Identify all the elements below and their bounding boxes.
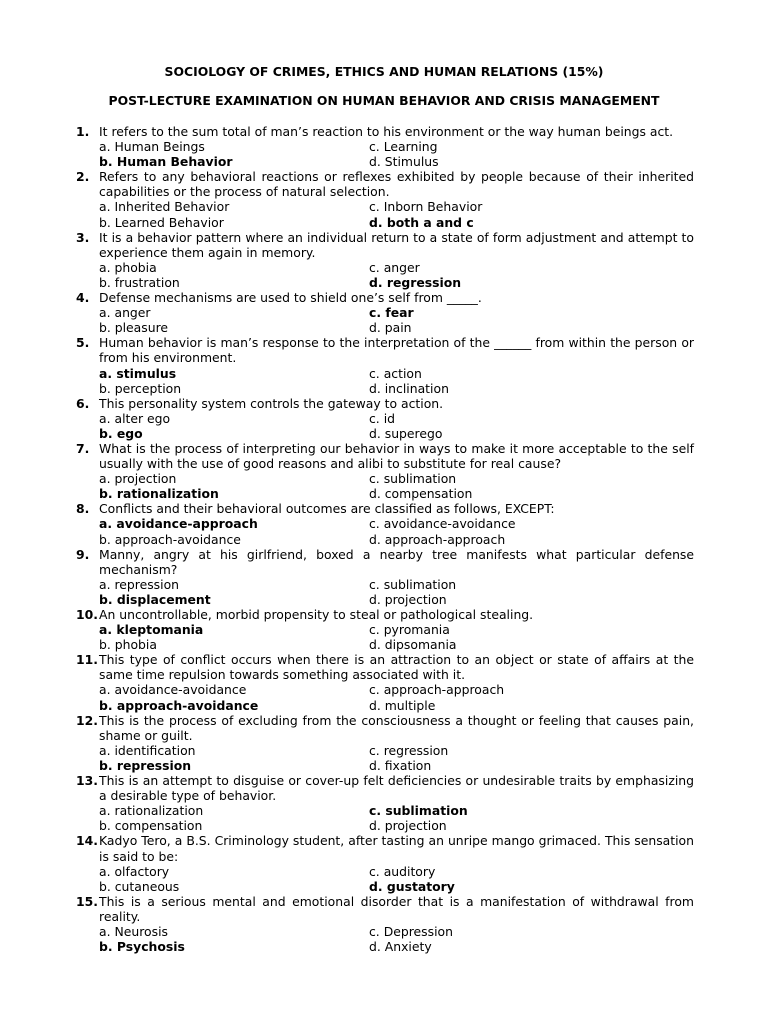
- answer-option: c. id: [369, 410, 395, 426]
- question-item: [76, 501, 694, 546]
- answer-options: [99, 260, 694, 290]
- answer-option: d. approach-approach: [369, 531, 506, 547]
- question-item: [76, 169, 694, 229]
- answer-option: a. Neurosis: [99, 923, 168, 939]
- correct-answer-option: a. stimulus: [99, 365, 177, 381]
- question-item: [76, 290, 694, 335]
- answer-option: c. regression: [369, 742, 449, 758]
- correct-answer-option: c. fear: [369, 305, 414, 321]
- answer-option: c. Depression: [369, 923, 453, 939]
- question-text: It is a behavior pattern where an individual return to a state of form adjustment and attempt to experience them again in memory.: [99, 229, 694, 260]
- answer-option: d. pain: [369, 320, 412, 336]
- answer-options: [99, 864, 694, 894]
- question-text: What is the process of interpreting our behavior in ways to make it more acceptable to the self usually with the use of good reasons and alibi to substitute for real cause?: [99, 440, 694, 472]
- answer-option: d. projection: [369, 818, 447, 834]
- answer-options: [99, 924, 694, 954]
- answer-option: c. Inborn Behavior: [369, 199, 483, 215]
- answer-options: [99, 411, 694, 441]
- question-text: An uncontrollable, morbid propensity to steal or pathological stealing.: [99, 607, 534, 622]
- answer-option: a. repression: [99, 576, 180, 592]
- answer-options: [99, 516, 694, 546]
- correct-answer-option: b. approach-avoidance: [99, 697, 259, 713]
- answer-option: b. approach-avoidance: [99, 531, 241, 547]
- correct-answer-option: b. repression: [99, 757, 192, 773]
- answer-option: b. Learned Behavior: [99, 214, 224, 230]
- answer-option: a. phobia: [99, 259, 157, 275]
- answer-option: d. compensation: [369, 486, 473, 502]
- answer-option: c. pyromania: [369, 622, 450, 638]
- question-number: 6.: [76, 395, 90, 411]
- question-number: 1.: [76, 124, 90, 139]
- question-number: 10.: [76, 607, 98, 622]
- answer-option: a. olfactory: [99, 863, 170, 879]
- answer-options: [99, 622, 694, 652]
- question-text: Refers to any behavioral reactions or reflexes exhibited by people because of their inherited capabilities or the process of natural selection.: [99, 169, 694, 200]
- answer-options: [99, 803, 694, 833]
- question-number: 8.: [76, 501, 90, 517]
- correct-answer-option: a. avoidance-approach: [99, 516, 258, 532]
- correct-answer-option: d. regression: [369, 274, 462, 290]
- answer-option: a. rationalization: [99, 803, 204, 819]
- question-item: [76, 335, 694, 395]
- answer-option: d. Anxiety: [369, 939, 432, 955]
- answer-option: c. sublimation: [369, 471, 457, 487]
- answer-options: [99, 366, 694, 396]
- question-text: It refers to the sum total of man’s reaction to his environment or the way human beings act.: [99, 124, 674, 139]
- question-text: Kadyo Tero, a B.S. Criminology student, after tasting an unripe mango grimaced. This sensation is said to be:: [99, 833, 694, 864]
- answer-option: a. projection: [99, 471, 177, 487]
- question-number: 4.: [76, 290, 90, 306]
- answer-options: [99, 305, 694, 335]
- answer-option: c. avoidance-avoidance: [369, 516, 516, 532]
- question-number: 2.: [76, 169, 90, 185]
- correct-answer-option: c. sublimation: [369, 803, 468, 819]
- question-item: [76, 652, 694, 712]
- question-item: [76, 713, 694, 773]
- question-number: 11.: [76, 652, 98, 668]
- answer-option: c. approach-approach: [369, 682, 505, 698]
- question-text: This type of conflict occurs when there is an attraction to an object or state of affairs at the same time repulsion towards something associated with it.: [99, 652, 694, 683]
- answer-option: d. inclination: [369, 380, 449, 396]
- answer-option: c. sublimation: [369, 576, 457, 592]
- answer-options: [99, 743, 694, 773]
- correct-answer-option: d. gustatory: [369, 878, 455, 894]
- correct-answer-option: b. rationalization: [99, 486, 219, 502]
- question-item: [76, 230, 694, 290]
- answer-option: b. pleasure: [99, 320, 169, 336]
- question-item: [76, 833, 694, 893]
- question-text: Conflicts and their behavioral outcomes are classified as follows, EXCEPT:: [99, 501, 555, 517]
- answer-option: c. action: [369, 365, 422, 381]
- exam-subtitle: POST-LECTURE EXAMINATION ON HUMAN BEHAVIOR AND CRISIS MANAGEMENT: [108, 93, 660, 108]
- question-number: 15.: [76, 893, 98, 909]
- answer-option: a. anger: [99, 305, 151, 321]
- question-text: Defense mechanisms are used to shield one’s self from _____.: [99, 290, 482, 306]
- question-number: 7.: [76, 440, 90, 456]
- question-number: 3.: [76, 229, 90, 245]
- correct-answer-option: b. displacement: [99, 591, 211, 607]
- answer-option: d. superego: [369, 425, 443, 441]
- answer-option: b. phobia: [99, 637, 157, 653]
- correct-answer-option: b. Psychosis: [99, 939, 185, 955]
- question-text: Manny, angry at his girlfriend, boxed a nearby tree manifests what particular defense mechanism?: [99, 546, 694, 577]
- answer-option: a. identification: [99, 742, 196, 758]
- question-item: [76, 547, 694, 607]
- question-item: [76, 607, 694, 652]
- question-text: This personality system controls the gateway to action.: [99, 395, 444, 411]
- answer-option: c. Learning: [369, 139, 438, 155]
- question-number: 13.: [76, 773, 98, 789]
- answer-options: [99, 682, 694, 712]
- exam-title: SOCIOLOGY OF CRIMES, ETHICS AND HUMAN RELATIONS (15%): [164, 64, 604, 79]
- answer-option: b. perception: [99, 380, 182, 396]
- question-text: Human behavior is man’s response to the interpretation of the ______ from within the person or from his environment.: [99, 335, 694, 366]
- correct-answer-option: b. ego: [99, 425, 143, 441]
- question-item: [76, 773, 694, 833]
- question-number: 9.: [76, 546, 90, 562]
- question-text: This is an attempt to disguise or cover-up felt deficiencies or undesirable traits by emphasizing a desirable type of behavior.: [99, 773, 694, 804]
- question-number: 12.: [76, 712, 98, 728]
- question-item: [76, 124, 694, 169]
- answer-option: d. fixation: [369, 757, 432, 773]
- correct-answer-option: d. both a and c: [369, 214, 474, 230]
- answer-option: b. compensation: [99, 818, 203, 834]
- answer-option: d. projection: [369, 591, 447, 607]
- answer-option: a. avoidance-avoidance: [99, 682, 247, 698]
- answer-option: a. Human Beings: [99, 139, 205, 155]
- question-number: 5.: [76, 335, 90, 351]
- answer-option: c. anger: [369, 259, 420, 275]
- question-item: [76, 894, 694, 954]
- question-text: This is a serious mental and emotional disorder that is a manifestation of withdrawal from reality.: [99, 893, 694, 924]
- answer-option: b. cutaneous: [99, 878, 180, 894]
- answer-options: [99, 199, 694, 229]
- correct-answer-option: b. Human Behavior: [99, 154, 233, 170]
- answer-option: d. dipsomania: [369, 637, 457, 653]
- answer-option: c. auditory: [369, 863, 436, 879]
- question-item: [76, 396, 694, 441]
- answer-options: [99, 139, 694, 169]
- answer-option: b. frustration: [99, 274, 180, 290]
- answer-option: a. alter ego: [99, 410, 171, 426]
- answer-option: a. Inherited Behavior: [99, 199, 230, 215]
- answer-options: [99, 577, 694, 607]
- answer-option: d. multiple: [369, 697, 436, 713]
- correct-answer-option: a. kleptomania: [99, 622, 204, 638]
- answer-options: [99, 471, 694, 501]
- answer-option: d. Stimulus: [369, 154, 439, 170]
- question-item: [76, 441, 694, 501]
- question-list: [76, 124, 694, 954]
- question-number: 14.: [76, 833, 98, 849]
- question-text: This is the process of excluding from the consciousness a thought or feeling that causes pain, shame or guilt.: [99, 712, 694, 743]
